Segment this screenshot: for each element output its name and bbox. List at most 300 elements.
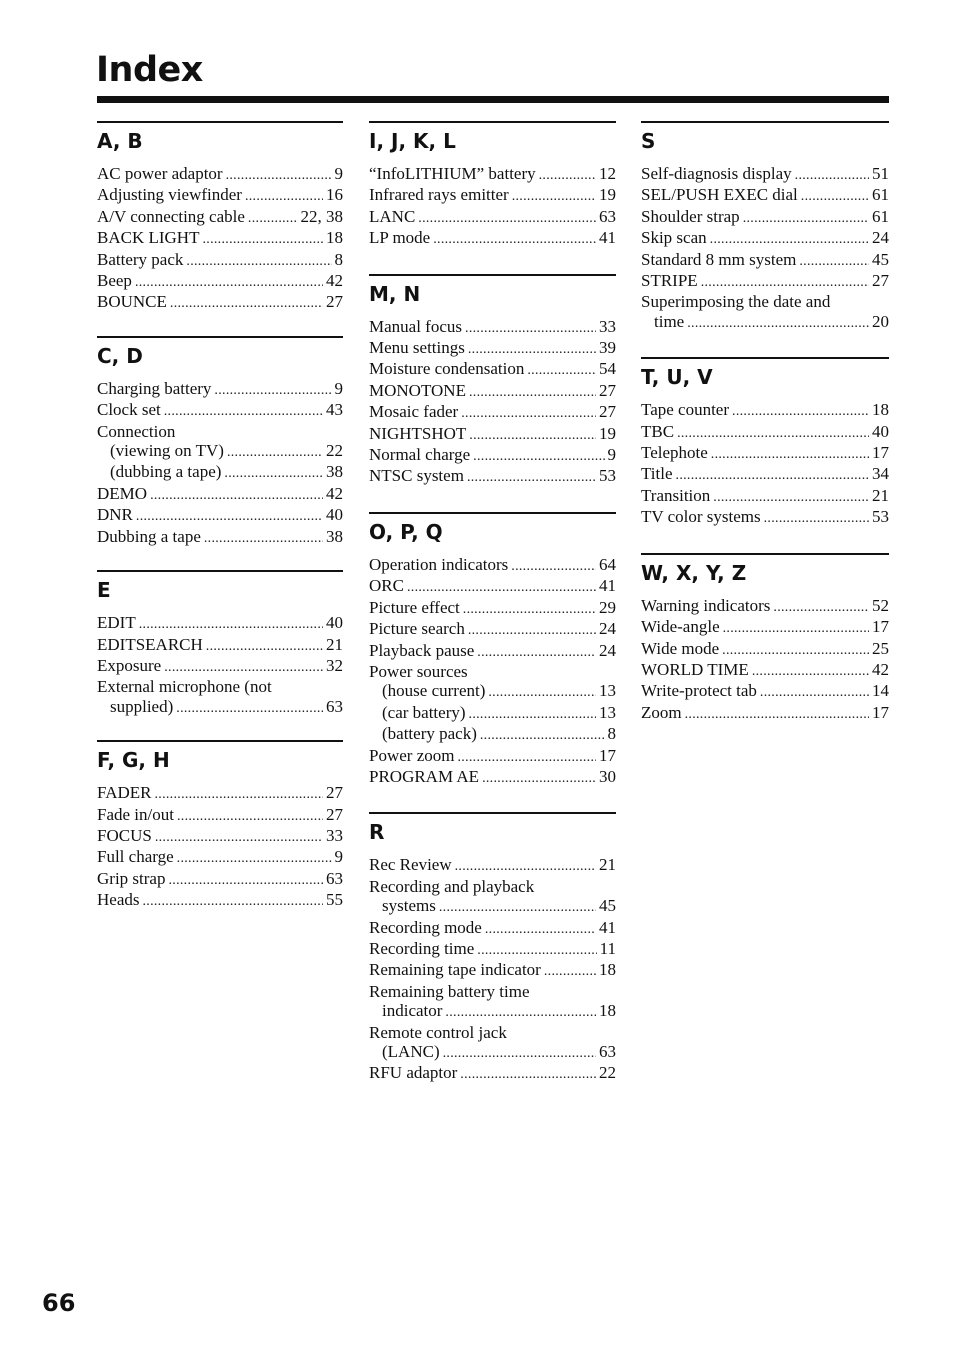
dot-leader [760, 681, 869, 702]
index-entry [369, 662, 616, 681]
index-entry [641, 507, 889, 528]
entry-page: 64 [599, 554, 616, 574]
index-entry [369, 1042, 616, 1063]
index-entry [97, 847, 343, 868]
entry-page: 61 [872, 206, 889, 226]
entry-term: Warning indicators [641, 595, 771, 615]
entry-term: Remaining tape indicator [369, 960, 541, 980]
index-column-3 [641, 121, 889, 748]
index-entry [641, 228, 889, 249]
index-entry [369, 939, 616, 960]
entry-term: time [654, 311, 685, 331]
entry-term: AC power adaptor [97, 164, 223, 183]
index-entry [641, 312, 889, 333]
index-entry [641, 596, 889, 617]
index-entry [369, 576, 616, 597]
entry-page: 18 [599, 960, 616, 980]
title-rule [97, 96, 889, 103]
index-entry [369, 185, 616, 206]
entry-term: WORLD TIME [641, 659, 749, 679]
index-entry [369, 877, 616, 896]
entry-page: 42 [326, 483, 343, 503]
dot-leader [480, 724, 605, 745]
page-number: 66 [42, 1289, 76, 1317]
entry-page: 63 [326, 868, 343, 888]
section-heading: M, N [369, 274, 616, 317]
index-entry [97, 379, 343, 400]
entry-term: Standard 8 mm system [641, 249, 797, 269]
dot-leader [214, 379, 331, 400]
dot-leader [511, 555, 596, 576]
entry-page: 38 [326, 526, 343, 546]
entry-term: Transition [641, 485, 711, 505]
index-entry [641, 443, 889, 464]
dot-leader [467, 466, 596, 487]
index-entry [97, 462, 343, 483]
index-entry [97, 164, 343, 185]
entry-page: 51 [872, 164, 889, 183]
dot-leader [711, 443, 869, 464]
entry-term: Adjusting viewfinder [97, 185, 242, 205]
dot-leader [743, 207, 869, 228]
dot-leader [226, 164, 332, 185]
entry-term: Picture effect [369, 597, 460, 617]
index-entry [369, 555, 616, 576]
entry-term: Manual focus [369, 316, 463, 336]
entry-term: Fade in/out [97, 804, 174, 824]
entry-page: 19 [599, 423, 616, 443]
dot-leader [136, 505, 323, 526]
entry-term: External microphone (not [97, 677, 272, 697]
entry-page: 9 [607, 445, 616, 465]
entry-term: supplied) [110, 696, 174, 716]
entry-term: Shoulder strap [641, 206, 740, 226]
entry-term: A/V connecting cable [97, 206, 245, 226]
entry-term: DNR [97, 505, 133, 525]
entry-page: 61 [872, 185, 889, 205]
index-entry [97, 400, 343, 421]
entry-page: 21 [599, 855, 616, 875]
index-entry [97, 228, 343, 249]
index-section [97, 121, 343, 314]
dot-leader [722, 639, 869, 660]
index-entry [97, 527, 343, 548]
dot-leader [135, 271, 323, 292]
entry-term: Menu settings [369, 338, 465, 358]
dot-leader [439, 896, 596, 917]
dot-leader [732, 400, 869, 421]
entry-term: Zoom [641, 702, 682, 722]
entry-term: Recording mode [369, 917, 482, 937]
entry-term: SEL/PUSH EXEC dial [641, 185, 798, 205]
index-entry [97, 484, 343, 505]
index-entry [97, 890, 343, 911]
index-entry [97, 635, 343, 656]
dot-leader [457, 746, 596, 767]
entry-page: 9 [334, 164, 343, 183]
section-heading: F, G, H [97, 740, 343, 783]
entry-term: Remaining battery time [369, 981, 530, 1001]
entry-page: 16 [326, 185, 343, 205]
entry-term: FADER [97, 783, 152, 803]
dot-leader [418, 207, 596, 228]
dot-leader [685, 703, 869, 724]
index-entry [369, 207, 616, 228]
entry-page: 8 [607, 724, 616, 744]
dot-leader [155, 826, 323, 847]
dot-leader [485, 918, 596, 939]
dot-leader [723, 617, 869, 638]
index-entry [97, 656, 343, 677]
dot-leader [527, 359, 596, 380]
index-entry [369, 681, 616, 702]
index-entry [641, 400, 889, 421]
entry-term: EDITSEARCH [97, 634, 203, 654]
entry-page: 24 [872, 228, 889, 248]
index-entry [97, 805, 343, 826]
entry-term: Grip strap [97, 868, 166, 888]
dot-leader [202, 228, 323, 249]
entry-term: Wide mode [641, 638, 720, 658]
index-entry [369, 641, 616, 662]
index-entry [97, 869, 343, 890]
index-entry [97, 826, 343, 847]
index-entry [97, 207, 343, 228]
section-heading: E [97, 570, 343, 613]
dot-leader [177, 847, 332, 868]
dot-leader [801, 185, 869, 206]
dot-leader [773, 596, 869, 617]
entry-term: FOCUS [97, 825, 152, 845]
entry-page: 43 [326, 400, 343, 420]
entry-page: 41 [599, 228, 616, 248]
entry-term: Exposure [97, 655, 162, 675]
dot-leader [186, 250, 331, 271]
entry-page: 63 [326, 696, 343, 716]
index-entry [641, 164, 889, 185]
entry-page: 13 [599, 702, 616, 722]
index-entry [641, 617, 889, 638]
entry-page: 27 [326, 804, 343, 824]
index-entry [369, 918, 616, 939]
index-entry [641, 660, 889, 681]
index-entry [641, 464, 889, 485]
entry-page: 22, 38 [300, 206, 343, 226]
dot-leader [455, 855, 596, 876]
dot-leader [224, 462, 323, 483]
dot-leader [206, 635, 323, 656]
index-column-1 [97, 121, 343, 934]
entry-term: Recording and playback [369, 876, 535, 896]
entry-page: 13 [599, 681, 616, 701]
entry-page: 11 [599, 938, 616, 958]
index-entry [369, 445, 616, 466]
dot-leader [248, 207, 298, 228]
entry-page: 54 [599, 359, 616, 379]
dot-leader [164, 400, 323, 421]
index-entry [641, 703, 889, 724]
entry-page: 38 [326, 462, 343, 482]
index-entry [369, 1063, 616, 1084]
entry-term: Superimposing the date and [641, 292, 831, 312]
entry-page: 33 [326, 825, 343, 845]
entry-term: Connection [97, 421, 176, 441]
entry-term: Power zoom [369, 745, 455, 765]
index-entry [641, 422, 889, 443]
entry-page: 45 [872, 249, 889, 269]
entry-page: 18 [872, 400, 889, 420]
entry-term: indicator [382, 1001, 443, 1021]
entry-term: Rec Review [369, 855, 452, 875]
index-section [97, 740, 343, 911]
entry-page: 25 [872, 638, 889, 658]
dot-leader [752, 660, 869, 681]
index-entry [97, 292, 343, 313]
entry-page: 40 [326, 613, 343, 633]
dot-leader [463, 598, 596, 619]
index-entry [641, 250, 889, 271]
entry-page: 63 [599, 1042, 616, 1061]
entry-term: Charging battery [97, 378, 212, 398]
index-entry [369, 1023, 616, 1042]
dot-leader [176, 697, 323, 718]
entry-term: Full charge [97, 847, 174, 867]
index-entry [641, 271, 889, 292]
entry-page: 17 [872, 617, 889, 637]
entry-page: 18 [599, 1001, 616, 1021]
index-entry [369, 359, 616, 380]
entry-term: NIGHTSHOT [369, 423, 467, 443]
entry-page: 17 [872, 702, 889, 722]
entry-term: “InfoLITHIUM” battery [369, 164, 536, 183]
index-entry [369, 855, 616, 876]
dot-leader [460, 1063, 596, 1084]
entry-term: (viewing on TV) [110, 441, 224, 461]
index-entry [97, 422, 343, 441]
dot-leader [477, 641, 596, 662]
dot-leader [687, 312, 869, 333]
index-entry [641, 185, 889, 206]
index-entry [97, 250, 343, 271]
entry-term: LP mode [369, 228, 431, 248]
entry-term: (battery pack) [382, 724, 477, 744]
index-entry [369, 724, 616, 745]
entry-term: Self-diagnosis display [641, 164, 792, 183]
dot-leader [433, 228, 596, 249]
dot-leader [150, 484, 323, 505]
index-section [369, 812, 616, 1084]
entry-page: 42 [326, 271, 343, 291]
entry-term: Beep [97, 271, 132, 291]
entry-term: BACK LIGHT [97, 228, 200, 248]
entry-term: Recording time [369, 938, 475, 958]
entry-page: 17 [872, 443, 889, 463]
index-entry [641, 486, 889, 507]
dot-leader [227, 441, 323, 462]
index-entry [369, 164, 616, 185]
entry-page: 27 [326, 292, 343, 312]
section-heading: S [641, 121, 889, 164]
index-entry [97, 185, 343, 206]
entry-page: 41 [599, 917, 616, 937]
index-entry [97, 697, 343, 718]
index-section [97, 336, 343, 548]
index-section [369, 274, 616, 488]
entry-page: 33 [599, 316, 616, 336]
dot-leader [407, 576, 596, 597]
entry-page: 22 [599, 1063, 616, 1083]
entry-term: STRIPE [641, 271, 698, 291]
entry-term: systems [382, 896, 436, 916]
entry-term: (house current) [382, 681, 486, 701]
entry-page: 21 [872, 485, 889, 505]
entry-term: Clock set [97, 400, 161, 420]
entry-term: Picture search [369, 619, 465, 639]
entry-term: Telephote [641, 443, 708, 463]
entry-term: (car battery) [382, 702, 466, 722]
dot-leader [142, 890, 323, 911]
index-entry [369, 1001, 616, 1022]
entry-term: Remote control jack [369, 1022, 507, 1042]
dot-leader [469, 703, 596, 724]
index-entry [97, 613, 343, 634]
index-entry [369, 619, 616, 640]
dot-leader [795, 164, 869, 185]
index-entry [641, 681, 889, 702]
index-entry [369, 982, 616, 1001]
entry-page: 9 [334, 847, 343, 867]
section-heading: A, B [97, 121, 343, 164]
index-entry [369, 960, 616, 981]
dot-leader [445, 1001, 596, 1022]
section-heading: I, J, K, L [369, 121, 616, 164]
entry-page: 29 [599, 597, 616, 617]
entry-page: 53 [872, 507, 889, 527]
entry-page: 9 [334, 378, 343, 398]
entry-term: RFU adaptor [369, 1063, 458, 1083]
index-section [369, 121, 616, 250]
entry-term: PROGRAM AE [369, 766, 480, 786]
dot-leader [710, 228, 869, 249]
entry-term: Dubbing a tape [97, 526, 201, 546]
dot-leader [676, 464, 869, 485]
entry-page: 27 [872, 271, 889, 291]
dot-leader [154, 783, 323, 804]
dot-leader [461, 402, 596, 423]
index-entry [97, 783, 343, 804]
entry-page: 42 [872, 659, 889, 679]
dot-leader [488, 681, 596, 702]
index-entry [97, 505, 343, 526]
entry-term: NTSC system [369, 466, 464, 486]
entry-term: DEMO [97, 483, 148, 503]
index-column-2 [369, 121, 616, 1109]
entry-term: TV color systems [641, 507, 761, 527]
index-entry [369, 381, 616, 402]
entry-page: 32 [326, 655, 343, 675]
entry-term: Moisture condensation [369, 359, 525, 379]
entry-term: TBC [641, 421, 675, 441]
entry-term: Wide-angle [641, 617, 720, 637]
dot-leader [170, 292, 323, 313]
entry-page: 8 [334, 249, 343, 269]
dot-leader [245, 185, 323, 206]
entry-term: Battery pack [97, 249, 184, 269]
entry-term: Playback pause [369, 640, 475, 660]
entry-page: 22 [326, 441, 343, 461]
index-entry [97, 677, 343, 696]
section-heading: T, U, V [641, 357, 889, 400]
index-section [97, 570, 343, 718]
page-title: Index [96, 50, 203, 90]
dot-leader [677, 422, 869, 443]
entry-page: 55 [326, 890, 343, 910]
entry-term: Operation indicators [369, 554, 509, 574]
index-entry [641, 292, 889, 311]
index-entry [97, 271, 343, 292]
section-heading: R [369, 812, 616, 855]
entry-page: 27 [326, 783, 343, 803]
index-section [369, 512, 616, 788]
entry-term: ORC [369, 576, 404, 596]
dot-leader [469, 424, 596, 445]
dot-leader [764, 507, 869, 528]
entry-page: 27 [599, 380, 616, 400]
entry-term: Write-protect tab [641, 681, 757, 701]
entry-term: Mosaic fader [369, 402, 459, 422]
entry-page: 20 [872, 311, 889, 331]
index-entry [369, 317, 616, 338]
entry-page: 40 [326, 505, 343, 525]
entry-page: 12 [599, 164, 616, 183]
entry-term: Normal charge [369, 445, 471, 465]
entry-page: 21 [326, 634, 343, 654]
entry-page: 39 [599, 338, 616, 358]
dot-leader [512, 185, 596, 206]
entry-page: 24 [599, 640, 616, 660]
dot-leader [168, 869, 323, 890]
dot-leader [539, 164, 596, 185]
section-heading: W, X, Y, Z [641, 553, 889, 596]
index-section [641, 553, 889, 724]
dot-leader [465, 317, 596, 338]
index-entry [369, 424, 616, 445]
dot-leader [443, 1042, 596, 1063]
dot-leader [469, 381, 596, 402]
entry-page: 52 [872, 595, 889, 615]
entry-term: Power sources [369, 661, 468, 681]
entry-page: 45 [599, 896, 616, 916]
entry-page: 30 [599, 766, 616, 786]
dot-leader [468, 338, 596, 359]
entry-page: 34 [872, 464, 889, 484]
entry-page: 14 [872, 681, 889, 701]
entry-page: 27 [599, 402, 616, 422]
dot-leader [177, 805, 323, 826]
index-entry [369, 228, 616, 249]
entry-term: Heads [97, 890, 140, 910]
dot-leader [477, 939, 596, 960]
section-heading: C, D [97, 336, 343, 379]
index-entry [369, 466, 616, 487]
entry-term: Skip scan [641, 228, 707, 248]
dot-leader [482, 767, 596, 788]
index-section [641, 357, 889, 528]
entry-term: Tape counter [641, 400, 730, 420]
entry-term: (LANC) [382, 1042, 440, 1061]
entry-page: 53 [599, 466, 616, 486]
section-heading: O, P, Q [369, 512, 616, 555]
